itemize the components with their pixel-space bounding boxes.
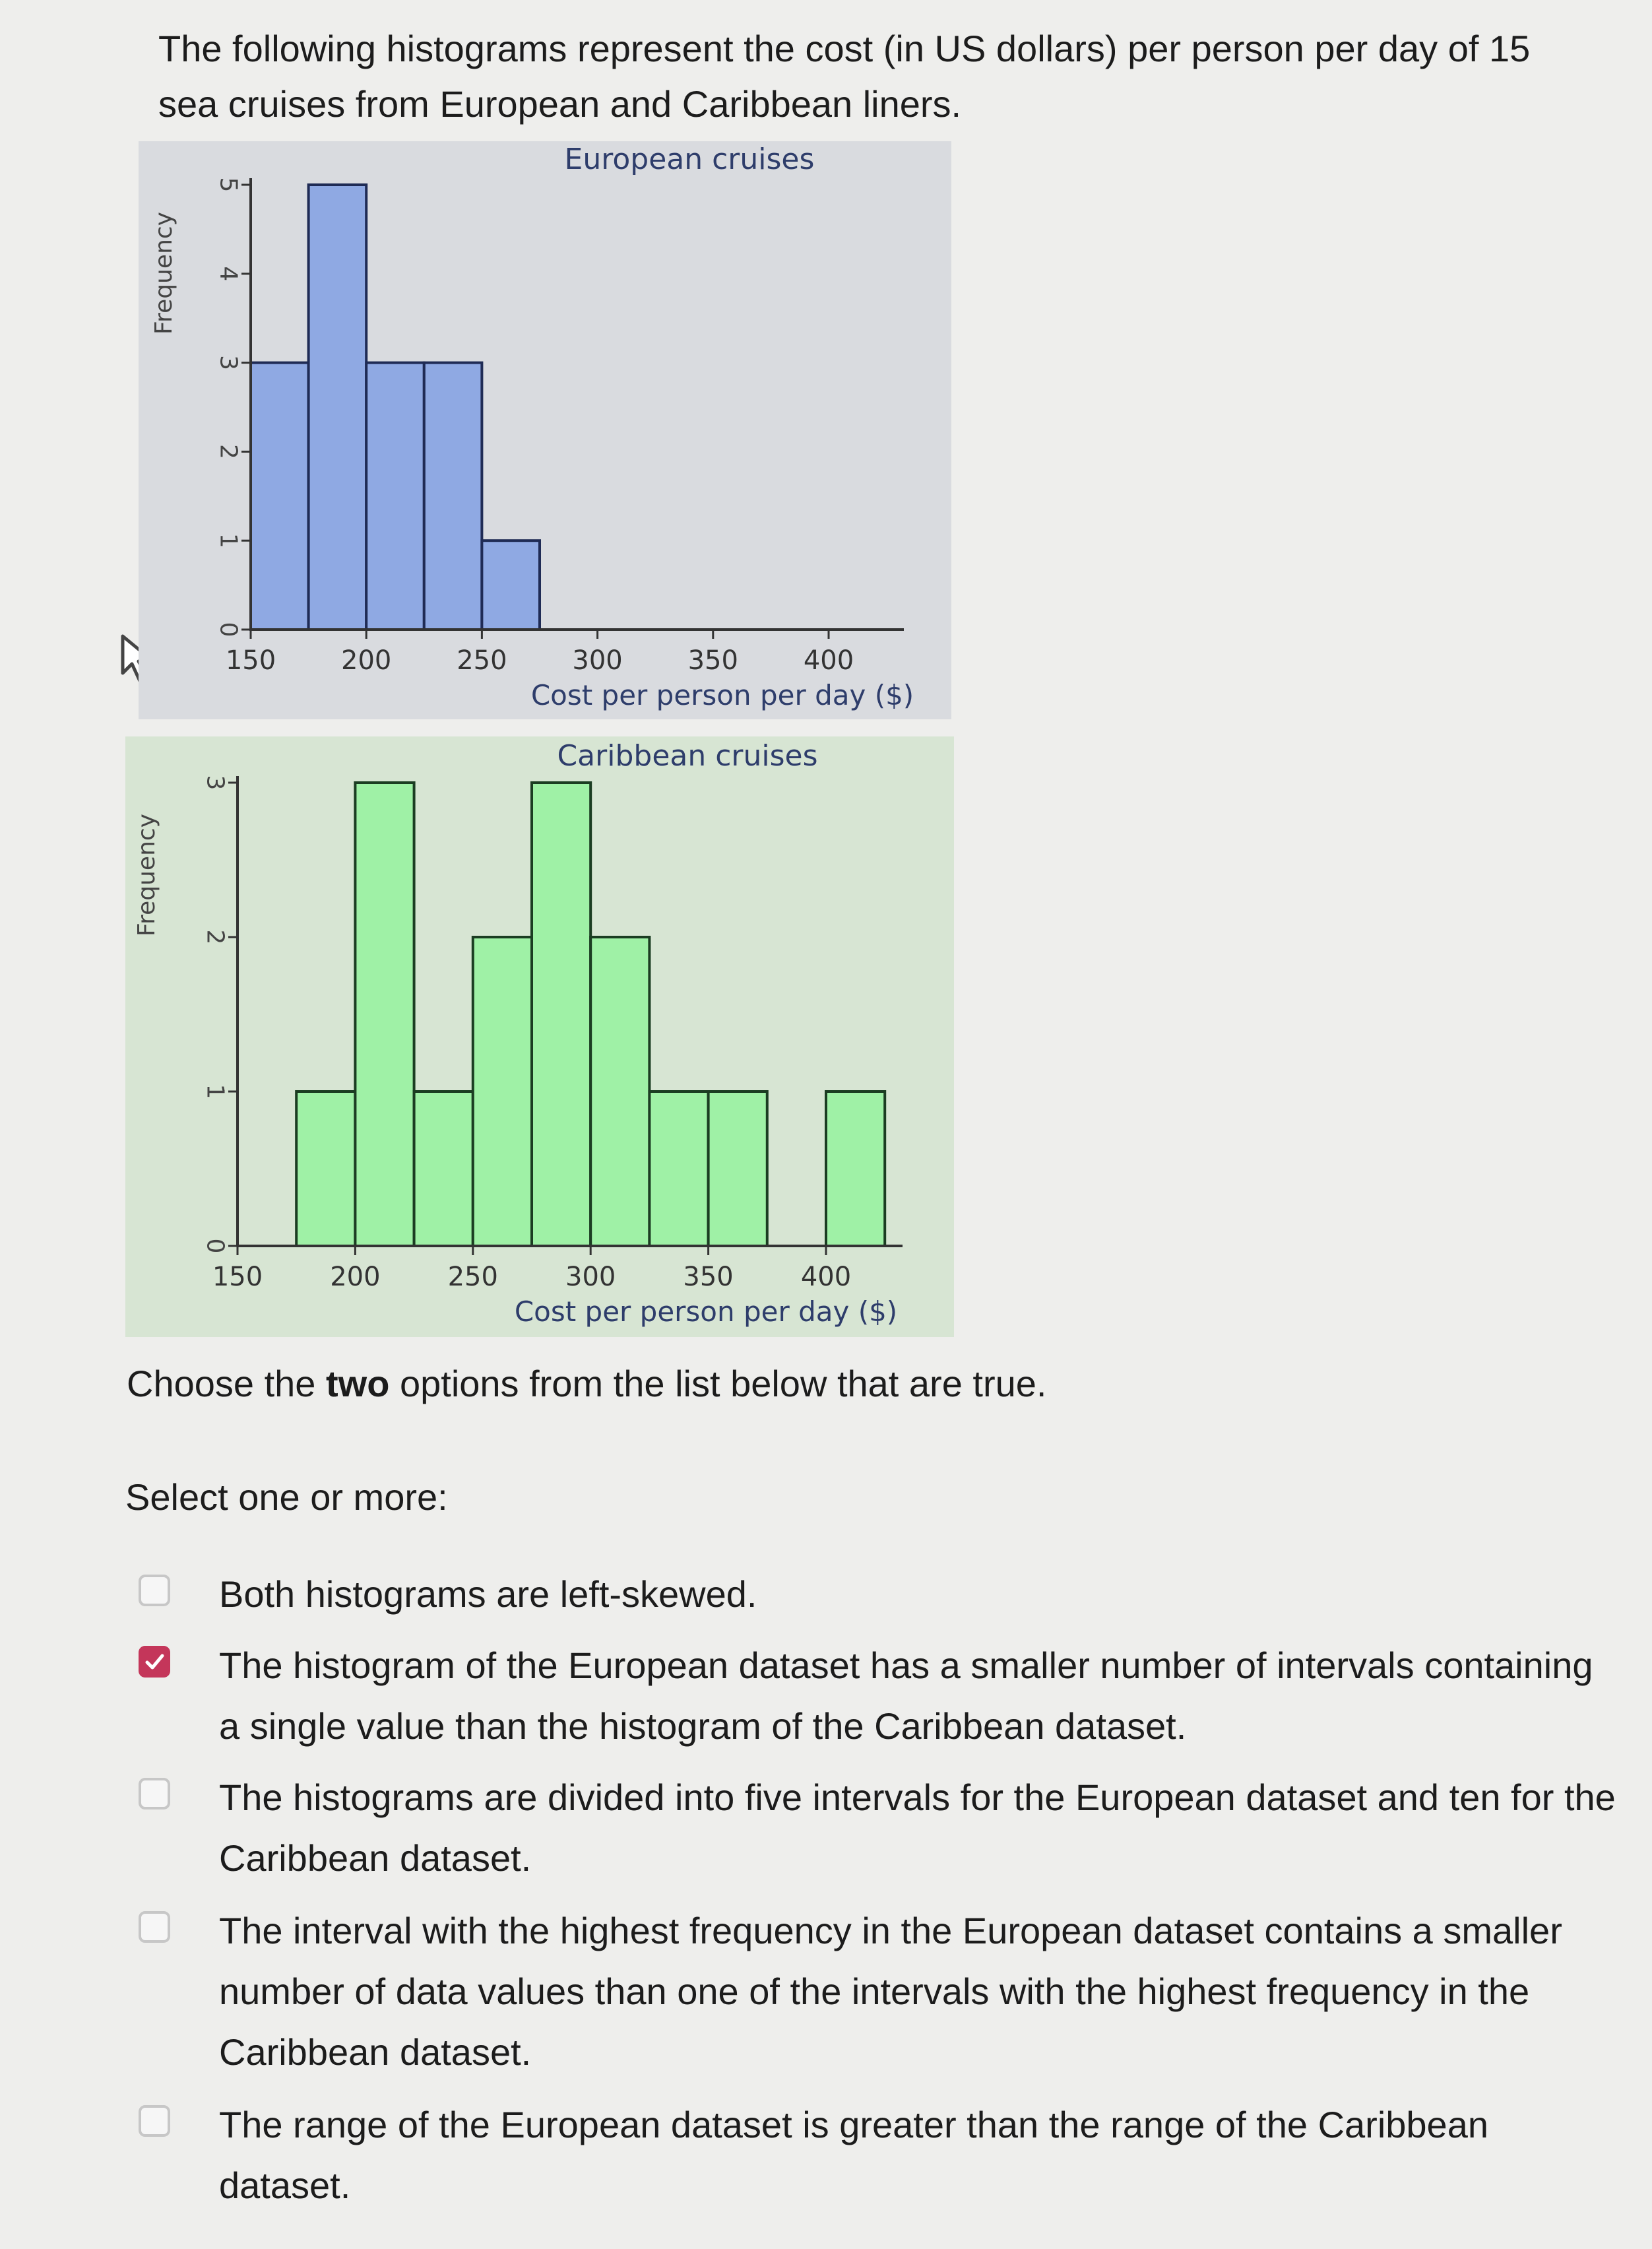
histogram-bar bbox=[296, 1092, 355, 1246]
x-tick-label: 400 bbox=[803, 645, 854, 676]
x-tick-label: 350 bbox=[683, 1262, 734, 1292]
histogram-bar bbox=[355, 783, 414, 1246]
histogram-bar bbox=[532, 783, 590, 1246]
histogram-bar bbox=[709, 1092, 767, 1246]
y-tick-label: 2 bbox=[214, 443, 242, 459]
histogram-bar bbox=[482, 540, 540, 630]
caribbean-histogram bbox=[125, 736, 954, 1337]
question-intro: The following histograms represent the cost (in US dollars) per person per day of 15 sea cruises from European and Caribbean liners. bbox=[158, 28, 1531, 125]
histogram-bar bbox=[590, 937, 649, 1246]
option-3-checkbox[interactable] bbox=[139, 1778, 170, 1809]
x-axis-title: Cost per person per day ($) bbox=[530, 679, 914, 711]
prompt-after: options from the list below that are true. bbox=[389, 1363, 1047, 1404]
x-tick-label: 250 bbox=[447, 1262, 498, 1292]
option-5-text[interactable]: The range of the European dataset is greater than the range of the Caribbean dataset. bbox=[219, 2104, 1488, 2206]
histogram-bar bbox=[251, 363, 309, 630]
chart-title: European cruises bbox=[564, 143, 815, 176]
y-tick-label: 1 bbox=[201, 1084, 229, 1099]
european-histogram-svg bbox=[139, 141, 951, 719]
y-tick-label: 2 bbox=[201, 929, 229, 945]
histogram-bar bbox=[649, 1092, 708, 1246]
option-4-text[interactable]: The interval with the highest frequency in the European dataset contains a smaller number of data values than one of the intervals with the highest frequency in the Caribbean dataset. bbox=[219, 1910, 1562, 2073]
checkmark-icon bbox=[143, 1650, 166, 1674]
histogram-bar bbox=[366, 363, 424, 630]
histogram-bar bbox=[473, 937, 532, 1246]
x-tick-label: 300 bbox=[572, 645, 623, 676]
histogram-bar bbox=[309, 185, 367, 630]
option-2-checkbox[interactable] bbox=[139, 1646, 170, 1678]
option-4-checkbox[interactable] bbox=[139, 1911, 170, 1943]
option-3-text[interactable]: The histograms are divided into five intervals for the European dataset and ten for the Caribbean dataset. bbox=[219, 1776, 1616, 1879]
y-tick-label: 5 bbox=[214, 177, 242, 193]
y-tick-label: 0 bbox=[214, 622, 242, 637]
x-tick-label: 200 bbox=[330, 1262, 381, 1292]
y-tick-label: 3 bbox=[214, 355, 242, 371]
option-2[interactable] bbox=[139, 1635, 1623, 1757]
option-5-checkbox[interactable] bbox=[139, 2105, 170, 2137]
option-1-text[interactable]: Both histograms are left-skewed. bbox=[219, 1573, 757, 1615]
option-5[interactable] bbox=[139, 2095, 1623, 2216]
x-tick-label: 200 bbox=[341, 645, 392, 676]
european-histogram bbox=[139, 141, 951, 719]
option-1-checkbox[interactable] bbox=[139, 1575, 170, 1606]
x-tick-label: 150 bbox=[225, 645, 276, 676]
option-2-text[interactable]: The histogram of the European dataset has a smaller number of intervals containing a single value than the histogram of the Caribbean dataset. bbox=[219, 1645, 1593, 1747]
y-tick-label: 0 bbox=[201, 1238, 229, 1254]
histogram-bar bbox=[424, 363, 482, 630]
option-3[interactable] bbox=[139, 1767, 1623, 1889]
x-tick-label: 350 bbox=[687, 645, 738, 676]
y-tick-label: 1 bbox=[214, 533, 242, 548]
histogram-bar bbox=[414, 1092, 473, 1246]
question-prompt bbox=[127, 1362, 1046, 1405]
prompt-before: Choose the bbox=[127, 1363, 326, 1404]
caribbean-histogram-svg bbox=[125, 736, 954, 1337]
y-axis-title: Frequency bbox=[150, 212, 177, 335]
option-1[interactable] bbox=[139, 1564, 1623, 1625]
x-tick-label: 150 bbox=[212, 1262, 263, 1292]
y-tick-label: 3 bbox=[201, 775, 229, 791]
x-tick-label: 400 bbox=[800, 1262, 852, 1292]
prompt-bold: two bbox=[325, 1363, 390, 1404]
x-axis-title: Cost per person per day ($) bbox=[514, 1295, 898, 1328]
x-tick-label: 300 bbox=[565, 1262, 616, 1292]
y-axis-title: Frequency bbox=[133, 814, 160, 936]
y-tick-label: 4 bbox=[214, 266, 242, 282]
option-4[interactable] bbox=[139, 1901, 1623, 2083]
select-label: Select one or more: bbox=[125, 1476, 448, 1518]
histogram-bar bbox=[826, 1092, 885, 1246]
chart-title: Caribbean cruises bbox=[557, 739, 818, 773]
x-tick-label: 250 bbox=[457, 645, 507, 676]
